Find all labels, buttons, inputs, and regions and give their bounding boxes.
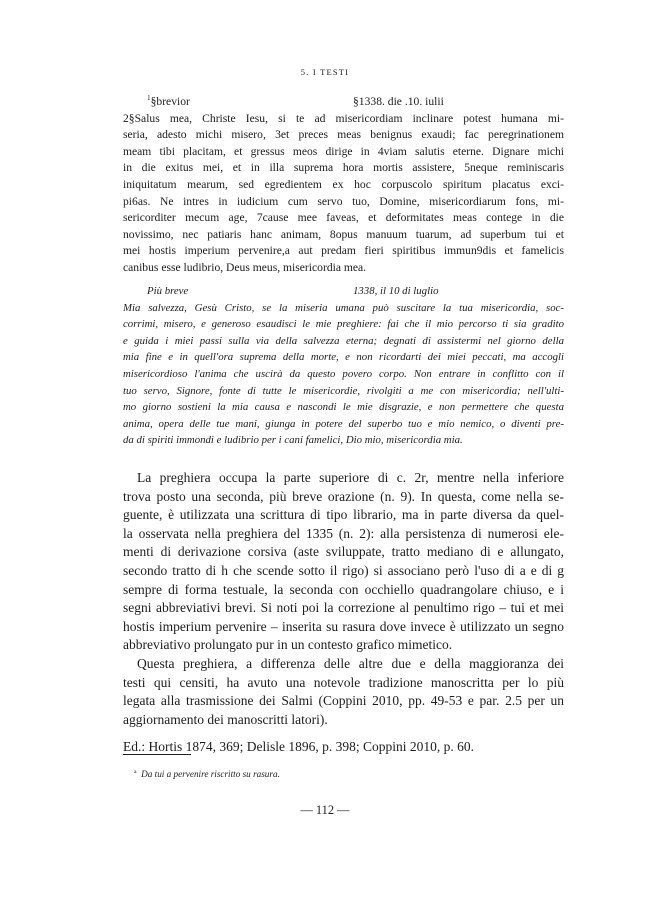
- text-line: misericordioso l'anima che uscirà da questo povero corpo. Non entrare in conflitto con il: [123, 367, 564, 380]
- latin-title-left: $^1$§brevior: [147, 94, 190, 108]
- text-line: legata alla trasmissione dei Salmi (Coppini 2010, pp. 49-53 e par. 2.5 per un: [123, 693, 564, 709]
- page-number: — 112 —: [300, 803, 350, 817]
- latin-lines: [123, 111, 564, 277]
- text-line: Questa preghiera, a differenza delle altre due e della maggioranza dei: [137, 655, 564, 671]
- footnote-marker: a: [134, 768, 137, 775]
- footnote: [134, 768, 280, 780]
- commentary-paragraph-2: [123, 655, 564, 729]
- text-line: sericorditer mecum age, 7cause mee faveas, et deformitates meas contege in die: [123, 211, 564, 225]
- italian-title-left: Più breve: [147, 285, 189, 297]
- text-line: iniquitatum mearum, sed egredientem ex hoc corpuscolo spiritum placatus exci-: [123, 177, 564, 191]
- commentary-block: [123, 469, 564, 757]
- latin-text-block: [123, 94, 564, 277]
- text-line: meam tibi placitam, et gressus meos dirige in 4viam salutis eterne. Dignare michi: [123, 144, 564, 158]
- footnote-text: Da tui a pervenire riscritto su rasura.: [141, 769, 280, 779]
- text-line: guente, è utilizzata una scrittura di tipo librario, ma in parte diversa da quel-: [123, 507, 564, 523]
- running-head: 5. I TESTI: [300, 67, 350, 77]
- text-line: da di spiriti immondi e ludibrio per i cani famelici, Dio mio, misericordia mia.: [123, 434, 463, 447]
- text-line: aggiornamento dei manoscritti latori).: [123, 711, 328, 727]
- text-line: abbreviativo prolungato pur in un contesto grafico mimetico.: [123, 637, 453, 653]
- text-line: mia fine e in quell'ora suprema della morte, e non ricordarti dei miei peccati, ma accogli: [123, 351, 564, 364]
- italian-title-right: 1338, il 10 di luglio: [353, 285, 439, 297]
- text-line: secondo tratto di h che scende sotto il rigo) si associano però l'uso di a e di g: [123, 562, 564, 578]
- text-line: La preghiera occupa la parte superiore di c. 2r, mentre nella inferiore: [137, 470, 564, 485]
- text-line: la osservata nella preghiera del 1335 (n. 2): alla persistenza di numerosi ele-: [123, 525, 564, 541]
- footnote-rule: [123, 754, 191, 755]
- text-line: menti di derivazione corsiva (aste sviluppate, tratto mediano di e allungato,: [123, 544, 564, 560]
- italian-title-row: [123, 283, 564, 300]
- text-line: testi qui censiti, ha avuto una notevole tradizione manoscritta per lo più: [123, 674, 564, 690]
- text-line: corrimi, misero, e generoso esaudisci le mie preghiere: fai che il mio percorso ti sia gradito: [123, 318, 564, 331]
- text-line: pi6as. Ne intres in iudicium cum servo tuo, Domine, misericordiarum fons, mi-: [123, 194, 564, 208]
- text-line: Mia salvezza, Gesù Cristo, se la miseria umana può suscitare la tua misericordia, soc-: [123, 301, 564, 314]
- italian-lines: [123, 300, 564, 449]
- text-line: in die exitus mei, et in illa suprema hora mortis assistere, 5neque reminiscaris: [123, 161, 564, 175]
- italian-translation-block: [123, 283, 564, 449]
- text-line: anima, opera delle tue mani, giunga in potere del superbo tuo e mio nemico, o diventi pre-: [123, 417, 564, 430]
- latin-title-row: [123, 94, 564, 111]
- text-line: mei hostis imperium pervenire,a aut predam fieri spiritibus immun9dis et famelicis: [123, 244, 564, 258]
- text-line: segni abbreviativi brevi. Si noti poi la correzione al penultimo rigo – tui et mei: [123, 600, 564, 616]
- text-line: e guida i miei passi sulla via della salvezza eterna; degnati di assistermi nel giorno della: [123, 334, 564, 347]
- commentary-paragraph-1: [123, 469, 564, 655]
- text-line: canibus esse ludibrio, Deus meus, misericordia mea.: [123, 260, 367, 274]
- text-line: trova posto una seconda, più breve orazione (n. 9). In questa, come nella se-: [123, 488, 564, 504]
- text-line: 2§Salus mea, Christe Iesu, si te ad misericordiam inclinare potest humana mi-: [123, 111, 564, 125]
- text-line: novissimo, nec patiaris hanc animam, 8opus manuum tuarum, ad superbum tui et: [123, 227, 564, 241]
- latin-title-right: §1338. die .10. iulii: [353, 95, 444, 108]
- text-line: tuo servo, Signore, fonte di tutte le misericordie, rivolgiti a me con misericordia; nell'ulti-: [123, 384, 564, 397]
- text-line: mo giorno sostieni la mia causa e nascondi le mie disgrazie, e non permettere che questa: [123, 401, 564, 414]
- text-line: seria, adesto michi misero, 3et preces meas benignus exaudi; fac peregrinationem: [123, 128, 564, 142]
- text-line: sempre di forma testuale, la seconda con occhiello quadrangolare chiuso, e i: [123, 581, 564, 597]
- text-line: hostis imperium pervenire – inserita su rasura dove invece è utilizzato un segno: [123, 618, 564, 634]
- edition-text: Ed.: Hortis 1874, 369; Delisle 1896, p. 398; Coppini 2010, p. 60.: [123, 739, 474, 755]
